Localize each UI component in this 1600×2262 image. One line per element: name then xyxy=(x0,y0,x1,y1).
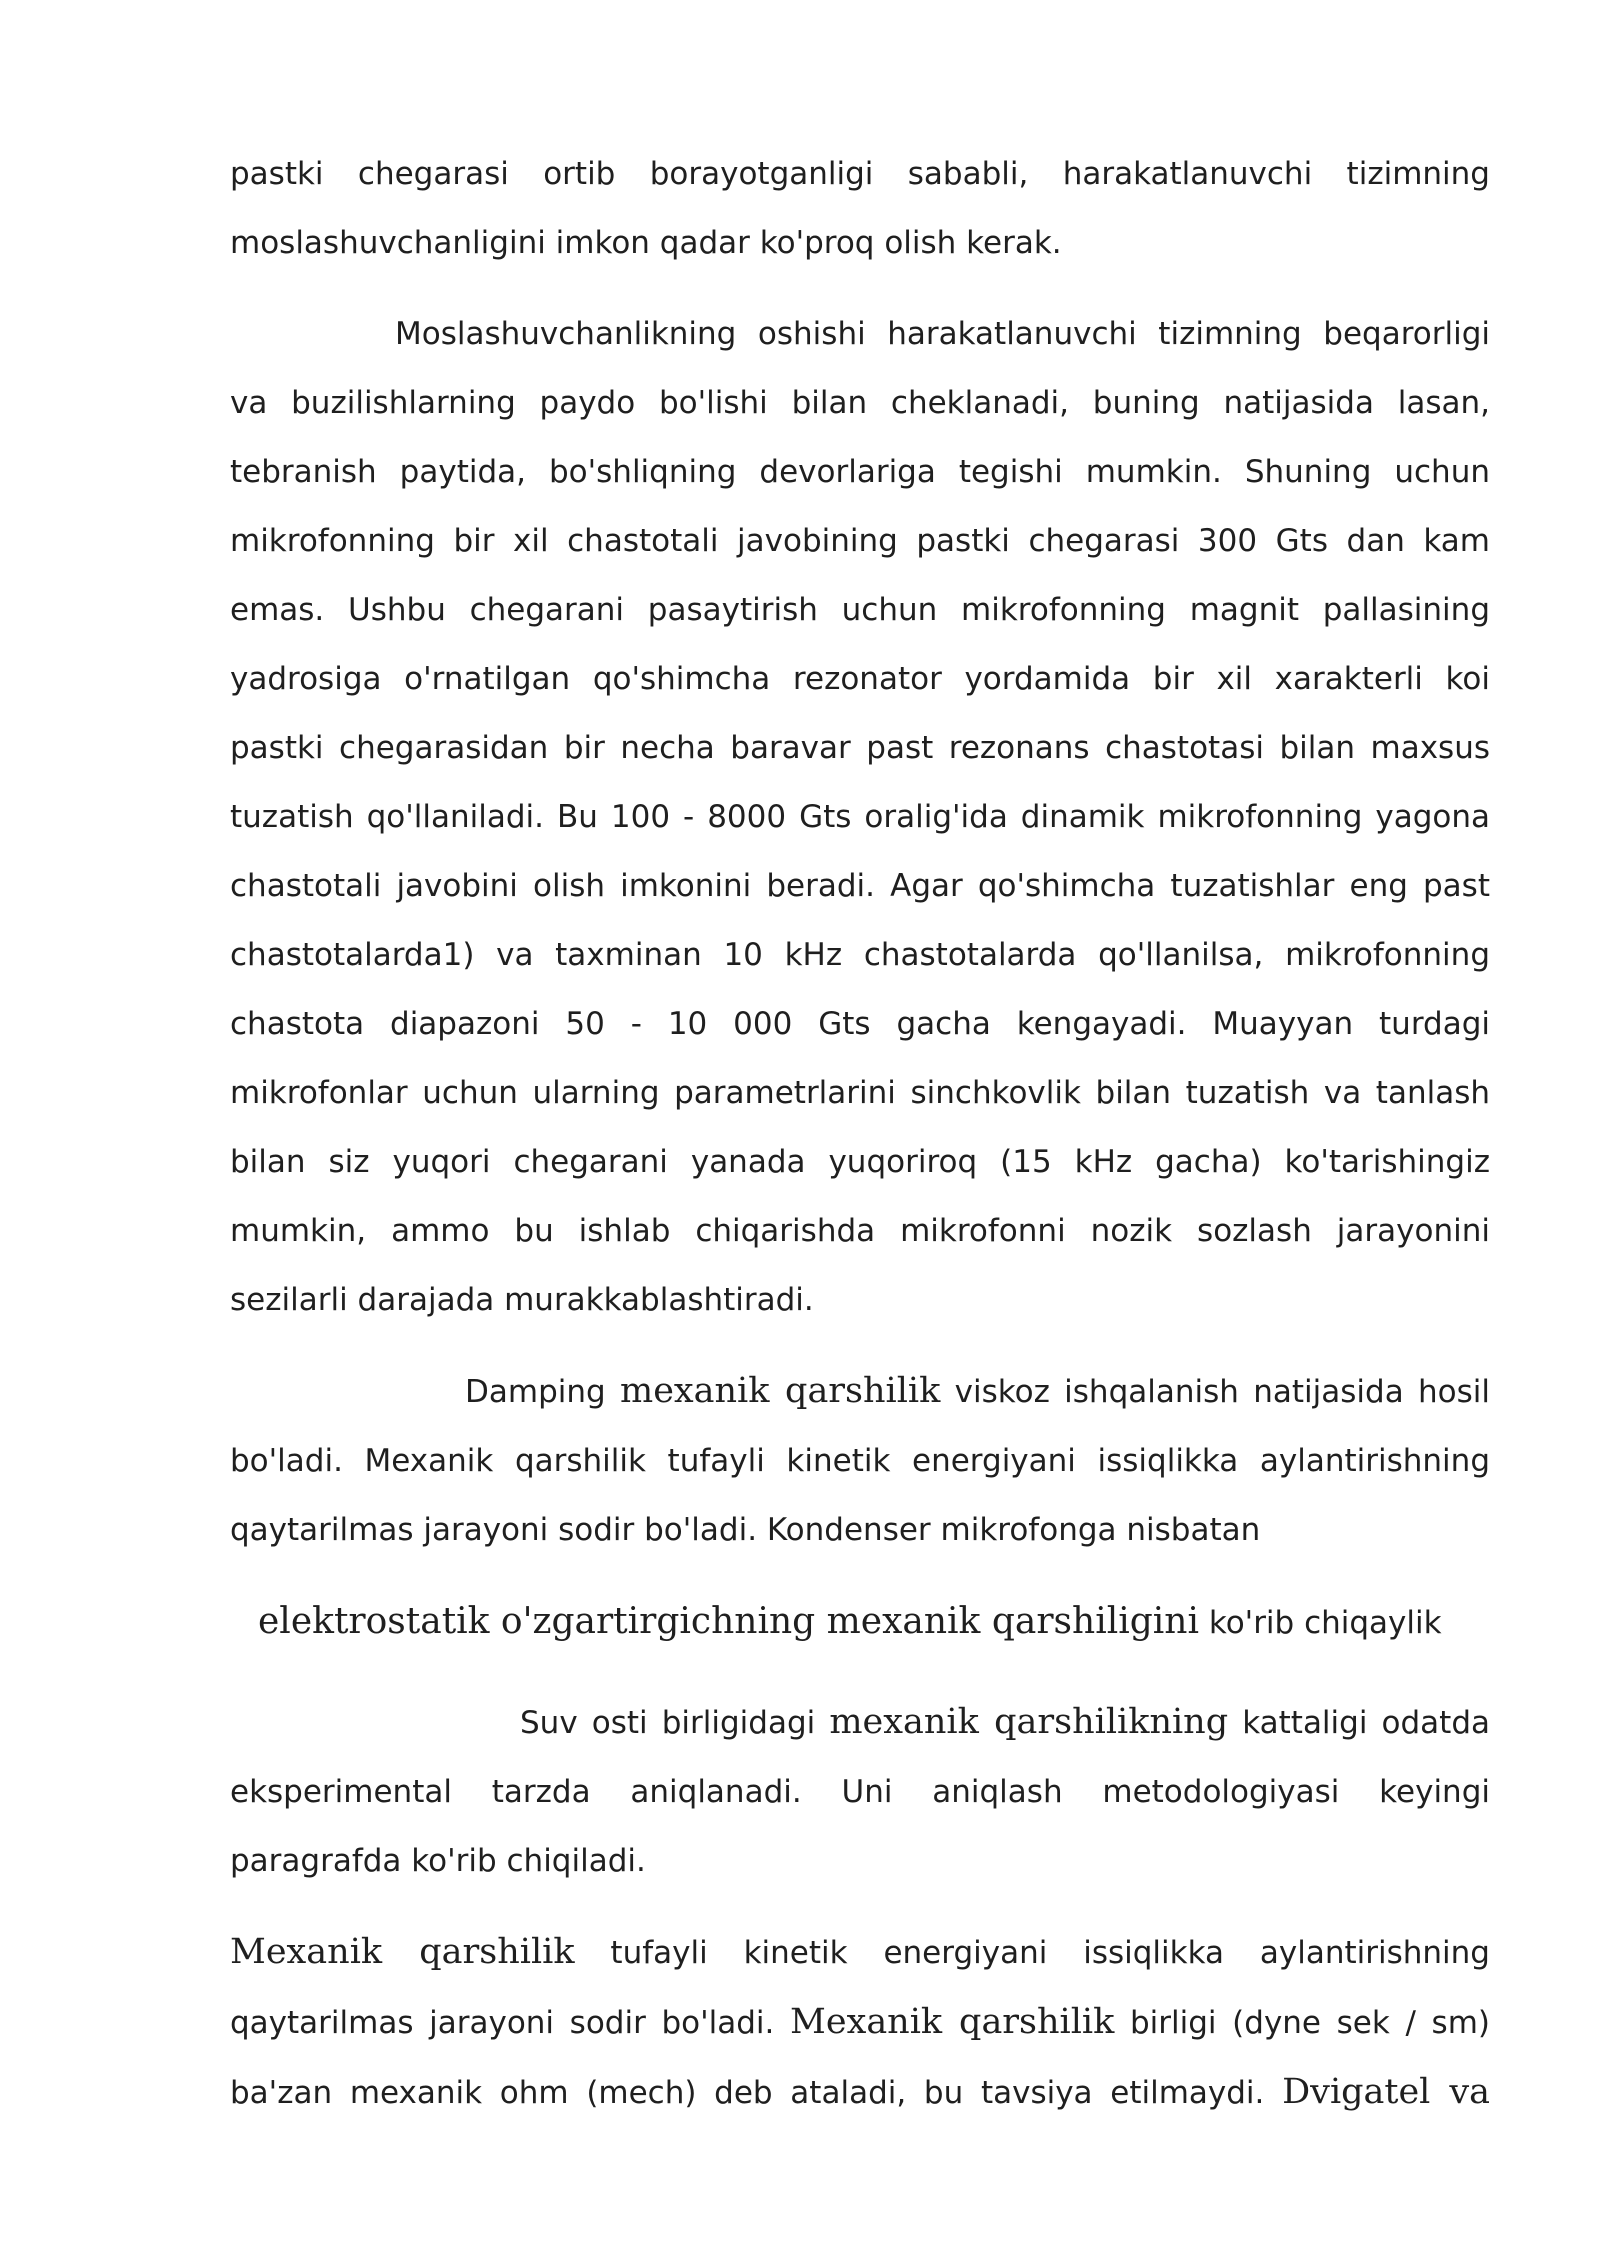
paragraph-3-text: viskoz ishqalanish natijasida hosil bo'ladi. Mexanik qarshilik tufayli kinetik energiyani issiqlikka aylantirishning qaytarilmas jarayoni sodir bo'ladi. Kondenser mikrofonga nisbatan xyxy=(230,1374,1490,1548)
term-mexanik-qarshilikning: mexanik qarshilikning xyxy=(829,1702,1229,1742)
paragraph-1: pastki chegarasi ortib borayotganligi sababli, harakatlanuvchi tizimning moslashuvchanligini imkon qadar ko'proq olish kerak. xyxy=(230,156,1490,261)
paragraph-2: Moslashuvchanlikning oshishi harakatlanuvchi tizimning beqarorligi va buzilishlarning paydo bo'lishi bilan cheklanadi, buning natijasida lasan, tebranish paytida, bo'shliqning devorlariga tegishi mumkin. Shuning uchun mikrofonning bir xil chastotali javobining pastki chegarasi 300 Gts dan kam emas. Ushbu chegarani pasaytirish uchun mikrofonning magnit pallasining yadrosiga o'rnatilgan qo'shimcha rezonator yordamida bir xil xarakterli koi pastki chegarasidan bir necha baravar past rezonans chastotasi bilan maxsus tuzatish qo'llaniladi. Bu 100 - 8000 Gts oralig'ida dinamik mikrofonning yagona chastotali javobini olish imkonini beradi. Agar qo'shimcha tuzatishlar eng past chastotalarda1) va taxminan 10 kHz chastotalarda qo'llanilsa, mikrofonning chastota diapazoni 50 - 10 000 Gts gacha kengayadi. Muayyan turdagi mikrofonlar uchun ularning parametrlarini sinchkovlik bilan tuzatish va tanlash bilan siz yuqori chegarani yanada yuqoriroq (15 kHz gacha) ko'tarishingiz mumkin, ammo bu ishlab chiqarishda mikrofonni nozik sozlash jarayonini sezilarli darajada murakkablashtiradi. xyxy=(230,316,1490,1318)
paragraph-4-text: ko'rib chiqaylik xyxy=(1199,1605,1442,1641)
paragraph-6 xyxy=(230,1918,1490,2128)
paragraph-6-text-1: tufayli kinetik energiyani issiqlikka aylantirishning qaytarilmas jarayoni sodir bo'ladi. xyxy=(230,1935,1490,2041)
paragraph-3 xyxy=(230,1357,1490,1565)
term-mexanik-qarshilik-2: Mexanik qarshilik xyxy=(790,2002,1115,2042)
paragraph-5-lead: Suv osti birligidagi xyxy=(520,1705,830,1741)
term-mexanik-qarshilik-1: Mexanik qarshilik xyxy=(230,1932,575,1972)
document-body xyxy=(230,140,1490,2150)
paragraph-6-text-2: birligi (dyne sek / sm) ba'zan mexanik ohm (mech) deb ataladi, bu tavsiya etilmaydi. xyxy=(230,2005,1490,2111)
term-elektrostatik: elektrostatik o'zgartirgichning mexanik qarshiligini xyxy=(258,1601,1199,1642)
paragraph-3-lead: Damping xyxy=(465,1374,620,1410)
term-mexanik-qarshilik: mexanik qarshilik xyxy=(620,1371,941,1411)
paragraph-5 xyxy=(230,1688,1490,1896)
paragraph-5-text: kattaligi odatda eksperimental tarzda aniqlanadi. Uni aniqlash metodologiyasi keyingi paragrafda ko'rib chiqiladi. xyxy=(230,1705,1491,1879)
term-dvigatel: Dvigatel va xyxy=(1282,2072,1490,2112)
paragraph-4 xyxy=(230,1587,1490,1658)
